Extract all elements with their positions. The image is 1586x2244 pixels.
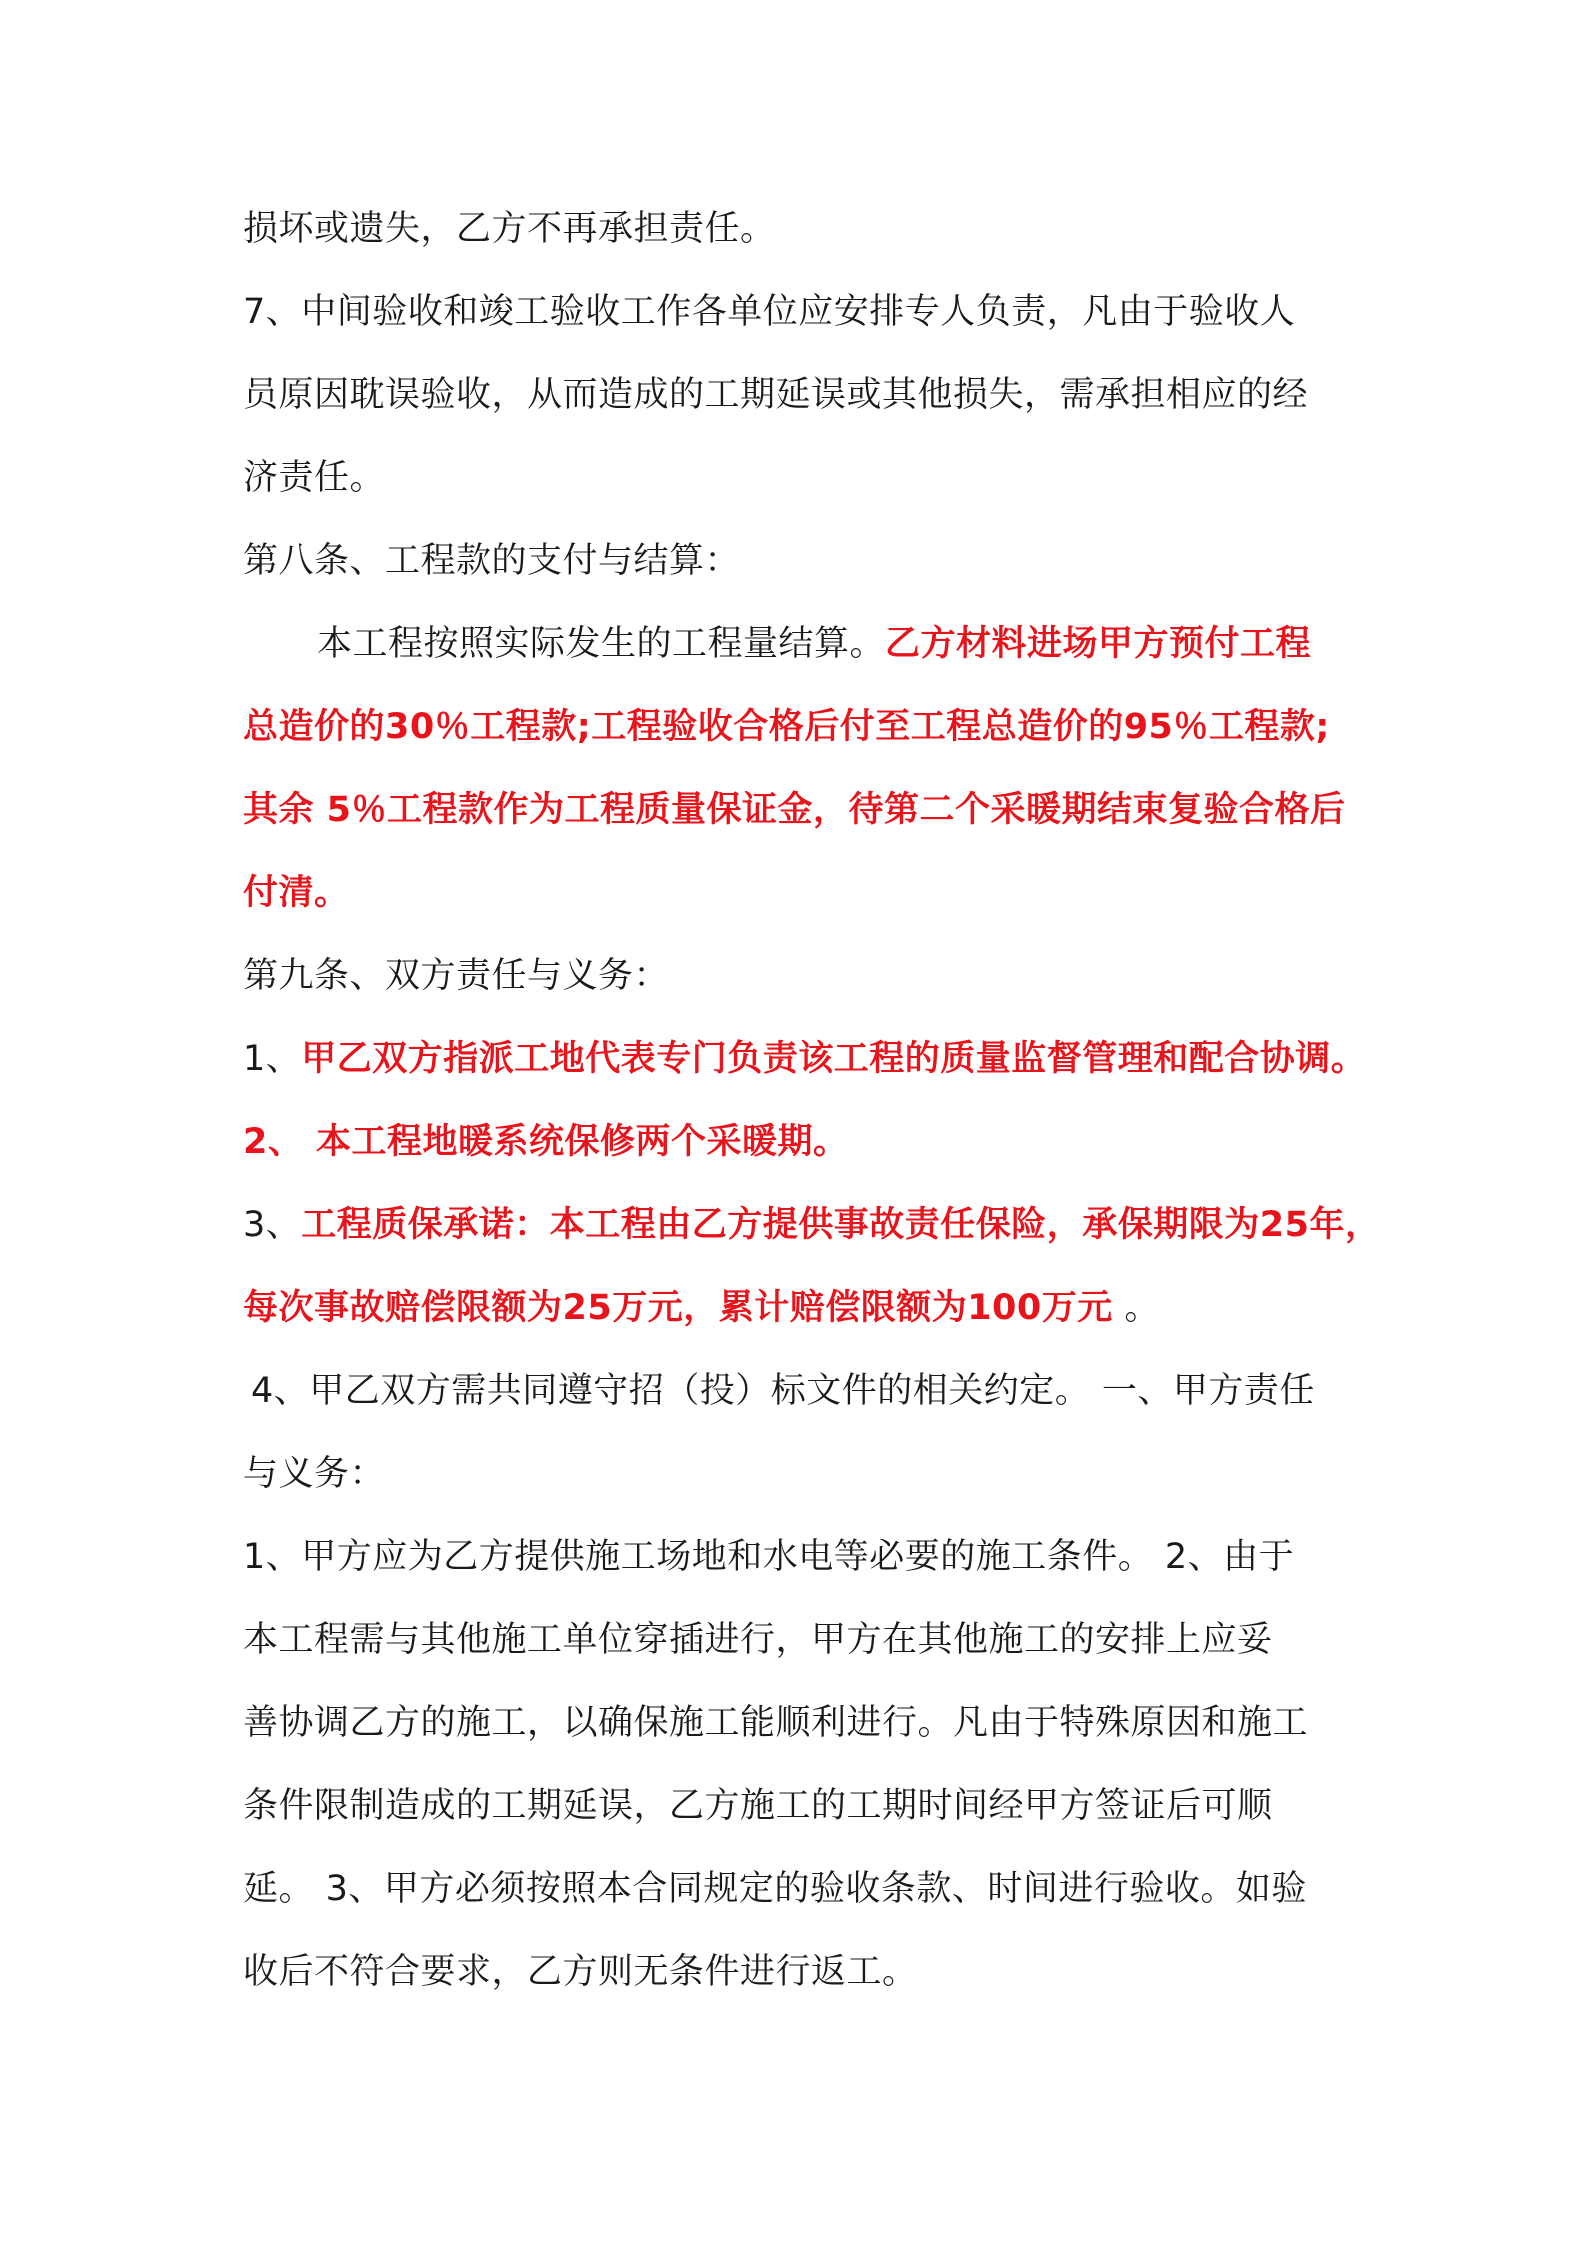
body-text: 1、 (243, 1039, 302, 1079)
text-line (243, 1765, 1363, 1848)
body-text: 本工程需与其他施工单位穿插进行，甲方在其他施工的安排上应妥 (243, 1620, 1273, 1660)
text-line (243, 188, 1363, 271)
text-line (243, 1101, 1363, 1184)
body-text: 7、中间验收和竣工验收工作各单位应安排专人负责，凡由于验收人 (243, 292, 1296, 332)
body-text: 。 (1112, 1288, 1160, 1328)
text-line (243, 1516, 1363, 1599)
text-line (243, 1599, 1363, 1682)
text-line (243, 1931, 1363, 2014)
text-line (243, 437, 1363, 520)
highlighted-text: 总造价的30％工程款;工程验收合格后付至工程总造价的95％工程款; (243, 707, 1330, 747)
body-text: 损坏或遗失，乙方不再承担责任。 (243, 209, 776, 249)
highlighted-text: 付清。 (243, 873, 350, 913)
text-line (243, 1267, 1363, 1350)
body-text: 4、甲乙双方需共同遵守招（投）标文件的相关约定。 一、甲方责任 (251, 1371, 1315, 1411)
text-line (243, 1350, 1363, 1433)
highlighted-text: 其余 5％工程款作为工程质量保证金，待第二个采暖期结束复验合格后 (243, 790, 1346, 830)
body-text: 员原因耽误验收，从而造成的工期延误或其他损失，需承担相应的经 (243, 375, 1309, 415)
contract-text-body (243, 188, 1381, 2014)
body-text: 第九条、双方责任与义务： (243, 956, 670, 996)
body-text: 收后不符合要求，乙方则无条件进行返工。 (243, 1952, 918, 1992)
text-line (243, 769, 1363, 852)
body-text: 善协调乙方的施工，以确保施工能顺利进行。凡由于特殊原因和施工 (243, 1703, 1309, 1743)
text-line (243, 1433, 1363, 1516)
text-line (243, 935, 1363, 1018)
text-line (243, 354, 1363, 437)
body-text: 本工程按照实际发生的工程量结算。 (317, 624, 886, 664)
highlighted-text: 每次事故赔偿限额为25万元，累计赔偿限额为100万元 (243, 1288, 1113, 1328)
text-line (243, 1682, 1363, 1765)
highlighted-text: 2、 本工程地暖系统保修两个采暖期。 (243, 1122, 849, 1162)
body-text: 济责任。 (243, 458, 386, 498)
text-line (243, 520, 1363, 603)
highlighted-text: 乙方材料进场甲方预付工程 (885, 624, 1312, 664)
text-line (243, 1018, 1367, 1101)
body-text: 第八条、工程款的支付与结算： (243, 541, 741, 581)
body-text: 3、 (243, 1205, 302, 1245)
text-line (243, 852, 1363, 935)
text-line (243, 603, 1363, 686)
body-text: 延。 3、甲方必须按照本合同规定的验收条款、时间进行验收。如验 (243, 1869, 1307, 1909)
body-text: 条件限制造成的工期延误，乙方施工的工期时间经甲方签证后可顺 (243, 1786, 1273, 1826)
text-line (243, 686, 1363, 769)
text-line (243, 1184, 1381, 1267)
body-text: 与义务： (243, 1454, 386, 1494)
body-text: 1、甲方应为乙方提供施工场地和水电等必要的施工条件。 2、由于 (243, 1537, 1295, 1577)
text-line (243, 271, 1363, 354)
highlighted-text: 甲乙双方指派工地代表专门负责该工程的质量监督管理和配合协调。 (301, 1039, 1367, 1079)
text-line (243, 1848, 1363, 1931)
highlighted-text: 工程质保承诺：本工程由乙方提供事故责任保险，承保期限为25年， (301, 1205, 1381, 1245)
